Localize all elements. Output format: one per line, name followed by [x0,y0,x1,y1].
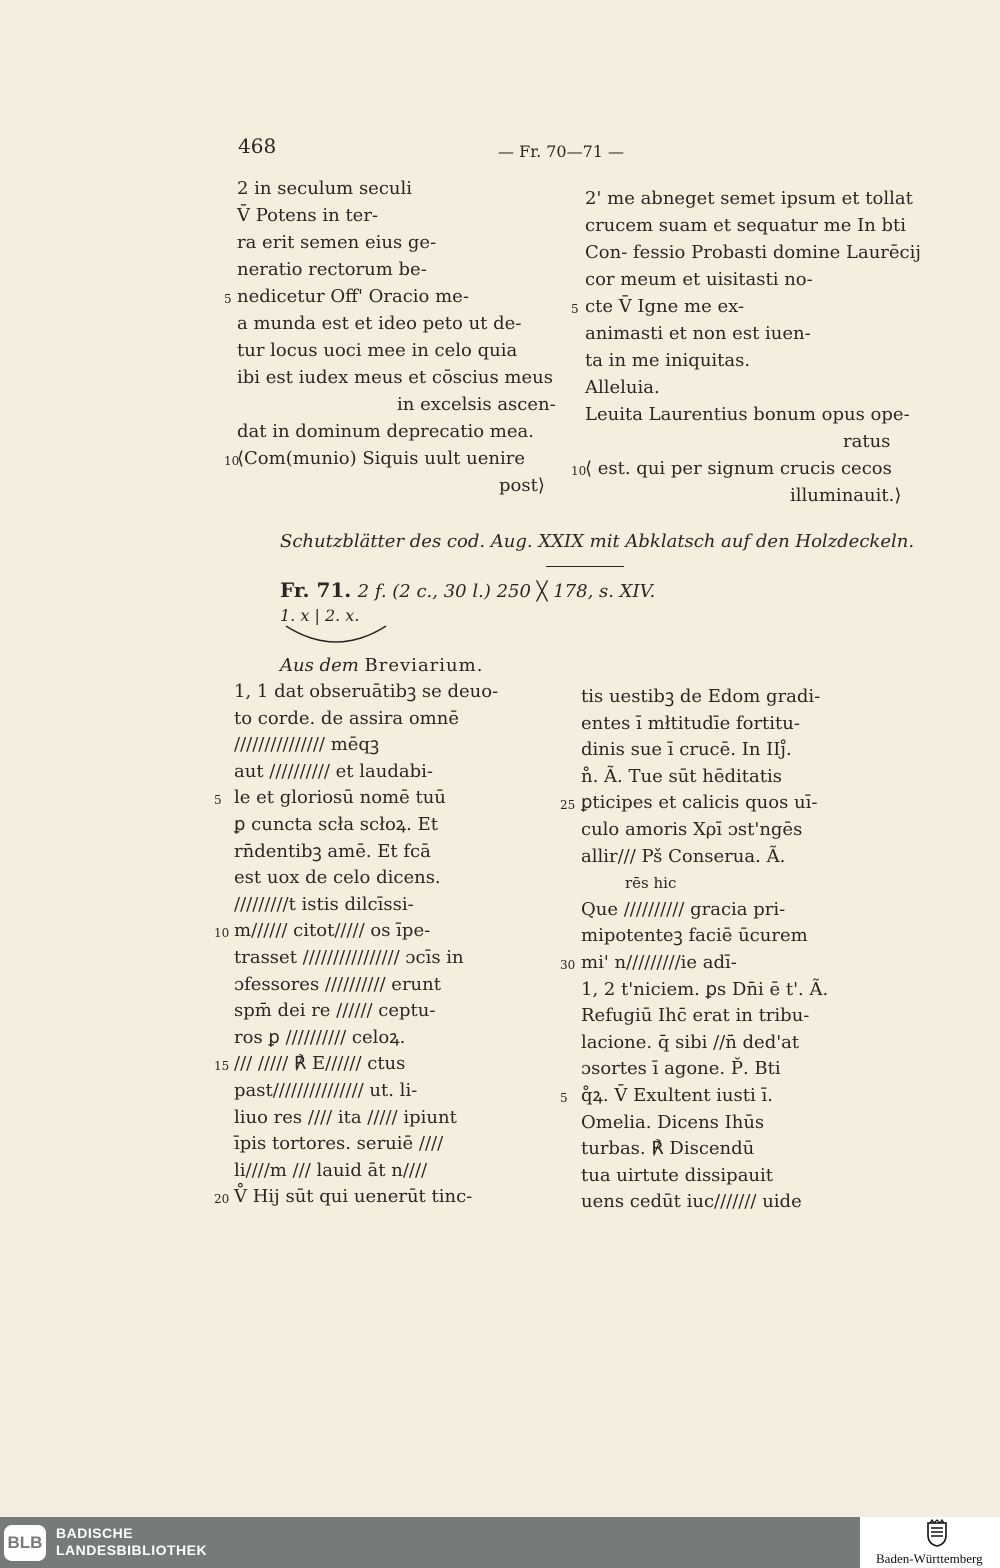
text-line: aut ////////// et laudabi- [234,760,433,782]
text-line: mipotenteꝫ faciē ūcurem [581,925,808,947]
text-line: tis uestibꝫ de Edom gradi- [581,686,821,707]
state-logo [870,1519,1000,1567]
text-line: to corde. de assira omnē [234,707,459,729]
section-divider [546,566,624,567]
page-number: 468 [238,134,277,158]
line-number: 5 [224,292,232,306]
text-line: īpis tortores. seruiē //// [234,1133,444,1155]
text-line: Leuita Laurentius bonum opus ope- [585,404,910,425]
line-number: 25 [560,798,576,813]
text-line: ra erit semen eius ge- [237,232,437,253]
source-title: Breviarium. [364,655,484,676]
fr71-description: 2 f. (2 c., 30 l.) 250 ╳ 178, s. XIV. [357,581,656,602]
text-line: animasti et non est iuen- [585,323,811,344]
line-number: 15 [214,1059,230,1074]
text-line: li////m /// lauid āt n//// [234,1159,428,1181]
text-line: /////////////// mēqꝫ [234,734,380,756]
text-line: in excelsis ascen- [397,394,556,415]
text-line: illuminauit.⟩ [790,485,902,506]
text-line: V̄ Potens in ter- [237,205,379,226]
line-number: 10 [571,464,587,478]
text-line: lacione. q̄ sibi //n̄ ded'at [581,1031,800,1053]
text-line: trasset //////////////// ɔcīs in [234,947,464,968]
line-number: 5 [214,793,222,808]
text-line: Omelia. Dicens Ihūs [581,1111,765,1133]
line-number: 30 [560,958,576,972]
line-number: 20 [214,1192,230,1207]
blb-logo: BLB [4,1525,46,1561]
source-prefix: Aus dem [280,655,359,676]
text-line: mi' n/////////ie adī- [581,952,737,973]
shelfmark-caption: Schutzblätter des cod. Aug. XXIX mit Abklatsch auf den Holzdeckeln. [280,531,915,552]
library-name [56,1525,207,1559]
text-line: culo amoris Xρī ɔst'ngēs [581,819,803,840]
text-line: cte V̄ Igne me ex- [585,296,745,317]
text-line: dinis sue ī crucē. In IIȷ̊. [581,739,792,761]
fr71-heading [280,578,655,602]
library-name-line2: LANDESBIBLIOTHEK [56,1542,208,1558]
text-line: n̊. Ã. Tue sūt hēditatis [581,765,782,787]
text-line: cor meum et uisitasti no- [585,269,813,290]
text-line: ros ꝑ ////////// celoꝝ. [234,1026,406,1048]
text-line: past/////////////// ut. li- [234,1080,418,1101]
text-line: Que ////////// gracia pri- [581,898,786,920]
text-line: post⟩ [499,475,545,496]
text-line: Con- fessio Probasti domine Laurēcij [585,242,921,263]
line-number: 10 [224,454,240,468]
text-line: ɔsortes ī agone. P̌. Bti [581,1058,781,1080]
source-line [280,655,483,676]
text-line: Refugiū Ihc̄ erat in tribu- [581,1005,810,1027]
library-name-line1: BADISCHE [56,1525,134,1541]
text-line: ɔfessores ////////// erunt [234,973,441,995]
crest-icon [926,1519,948,1547]
text-line: turbas. ℟ Discendū [581,1138,755,1160]
footer-bar [0,1517,1000,1568]
text-line: ꝑ cuncta scła scłoꝝ. Et [234,814,439,835]
text-line: ta in me iniquitas. [585,350,751,371]
text-line: Alleluia. [585,377,660,398]
quire-arc [282,622,392,646]
text-line: V̊ Hij sūt qui uenerūt tinc- [234,1186,473,1208]
line-number: 5 [571,302,579,316]
running-title: — Fr. 70—71 — [498,142,625,161]
text-line: tua uirtute dissipauit [581,1164,774,1186]
text-line: /////////t istis dilcīssi- [234,893,414,915]
text-line: rn̄dentibꝫ amē. Et fcā [234,840,431,862]
text-line: ⟨Com(munio) Siquis uult uenire [237,448,525,469]
text-line: liuo res //// ita ///// ipiunt [234,1106,457,1128]
text-line: /// ///// ℟ E////// ctus [234,1053,406,1075]
text-line: q̊ꝝ. V̄ Exultent iusti ī. [581,1085,773,1106]
text-line: rēs hic [625,874,677,893]
text-line: nedicetur Off' Oracio me- [237,286,469,307]
state-name: Baden-Württemberg [876,1551,983,1566]
quire-formula: 1. x | 2. x. [280,606,360,625]
text-line: tur locus uoci mee in celo quia [237,340,518,361]
text-line: le et gloriosū nomē tuū [234,787,446,809]
text-line: crucem suam et sequatur me In bti [585,215,907,236]
text-line: m////// citot///// os īpe- [234,920,431,942]
text-line: 2' me abneget semet ipsum et tollat [585,188,913,209]
text-line: ratus [843,431,891,452]
library-banner [0,1517,860,1568]
line-number: 10 [214,926,230,941]
text-line: est uox de celo dicens. [234,867,441,889]
text-line: ibi est iudex meus et cōscius meus [237,367,553,388]
line-number: 5 [560,1091,568,1105]
text-line: ꝑticipes et calicis quos uī- [581,792,818,814]
text-line: a munda est et ideo peto ut de- [237,313,522,334]
text-line: 1, 1 dat obseruātibꝫ se deuo- [234,681,499,702]
text-line: entes ī młtitudīe fortitu- [581,712,800,734]
text-line: neratio rectorum be- [237,259,427,280]
text-line: ⟨ est. qui per signum crucis cecos [585,458,892,479]
text-line: uens cedūt iuc/////// uide [581,1191,802,1213]
text-line: 1, 2 t'niciem. ꝑs Dn̄i ē t'. Ã. [581,978,829,1000]
text-line: spm̄ dei re ////// ceptu- [234,1000,436,1022]
fr71-label: Fr. 71. [280,578,352,602]
text-line: 2 in seculum seculi [237,178,413,199]
text-line: allir/// Pš Conserua. Ã. [581,845,786,867]
text-line: dat in dominum deprecatio mea. [237,421,534,442]
